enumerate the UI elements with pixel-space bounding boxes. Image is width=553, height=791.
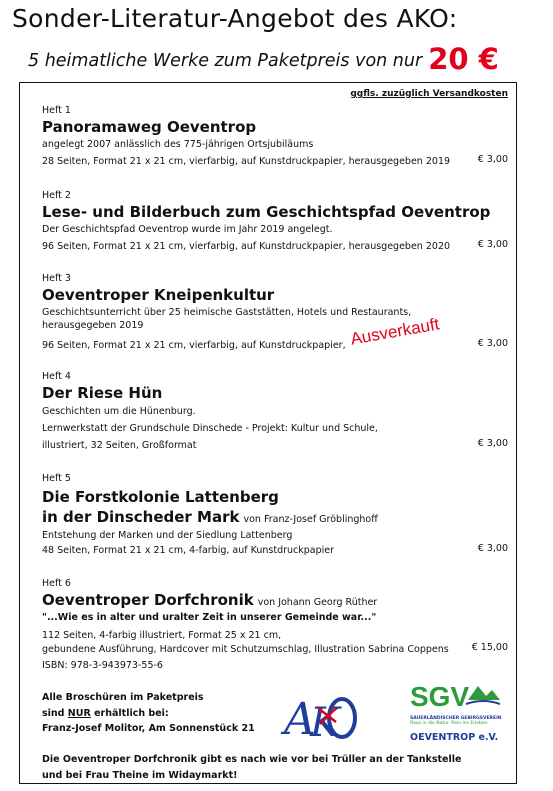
- page-title: Sonder-Literatur-Angebot des AKO:: [12, 4, 458, 33]
- footer-emphasis: NUR: [67, 707, 91, 719]
- item-details: 28 Seiten, Format 21 x 21 cm, vierfarbig, auf Kunstdruckpapier, herausgegeben 2019: [42, 156, 451, 167]
- item-description: Geschichten um die Hünenburg.: [42, 406, 196, 417]
- item-price: € 15,00: [471, 642, 508, 653]
- item-label: Heft 2: [42, 190, 71, 201]
- item-price: € 3,00: [477, 154, 508, 165]
- item-price: € 3,00: [477, 239, 508, 250]
- item-description: Der Geschichtspfad Oeventrop wurde im Jahr 2019 angelegt.: [42, 224, 333, 235]
- item-author: von Johann Georg Rüther: [257, 597, 378, 608]
- sgv-place: OEVENTROP e.V.: [410, 732, 499, 743]
- item-description: angelegt 2007 anlässlich des 775-jährigen Ortsjubiläums: [42, 139, 314, 150]
- item-price: € 3,00: [477, 543, 508, 554]
- item-description: Geschichtsunterricht über 25 heimische Gaststätten, Hotels und Restaurants,: [42, 307, 412, 318]
- item-quote: "...Wie es in alter und uralter Zeit in unserer Gemeinde war...": [42, 612, 377, 623]
- item-title-line: [42, 591, 377, 609]
- item-title: Panoramaweg Oeventrop: [42, 118, 257, 136]
- item-label: Heft 5: [42, 473, 71, 484]
- svg-text:SGV: SGV: [410, 681, 470, 712]
- shipping-note: ggfls. zuzüglich Versandkosten: [350, 89, 508, 99]
- item-description: illustriert, 32 Seiten, Großformat: [42, 440, 197, 451]
- sgv-subtitle: SAUERLÄNDISCHER GEBIRGSVEREIN: [410, 716, 502, 721]
- footer-line: Franz-Josef Molitor, Am Sonnenstück 21: [42, 723, 255, 734]
- package-price: 20 €: [428, 42, 499, 76]
- closing-line: und bei Frau Theine im Widaymarkt!: [42, 769, 238, 781]
- item-details: 112 Seiten, 4-farbig illustriert, Format 25 x 21 cm,: [42, 630, 282, 641]
- item-details: 96 Seiten, Format 21 x 21 cm, vierfarbig, auf Kunstdruckpapier, herausgegeben 2020: [42, 241, 451, 252]
- item-price: € 3,00: [477, 438, 508, 449]
- item-description: herausgegeben 2019: [42, 320, 144, 331]
- item-details: 48 Seiten, Format 21 x 21 cm, 4-farbig, auf Kunstdruckpapier: [42, 545, 335, 556]
- item-title: Oeventroper Kneipenkultur: [42, 286, 275, 304]
- sgv-logo: [408, 678, 500, 748]
- sgv-slogan: Raus in die Natur. Rein ins Erleben.: [410, 721, 490, 726]
- item-author: von Franz-Josef Gröblinghoff: [243, 514, 378, 525]
- footer-text: erhältlich bei:: [90, 707, 169, 719]
- footer-contact: [42, 690, 255, 737]
- item-details: 96 Seiten, Format 21 x 21 cm, vierfarbig, auf Kunstdruckpapier,: [42, 340, 346, 351]
- svg-text:A: A: [284, 694, 316, 744]
- svg-text:K: K: [310, 700, 340, 744]
- item-label: Heft 1: [42, 105, 71, 116]
- item-title-cont: in der Dinscheder Mark: [42, 508, 240, 526]
- sold-out-stamp: Ausverkauft: [349, 314, 441, 349]
- item-title: Lese- und Bilderbuch zum Geschichtspfad Oeventrop: [42, 203, 491, 221]
- page-subtitle: [28, 42, 499, 76]
- footer-text: sind: [42, 707, 68, 719]
- item-title-line2: [42, 508, 378, 526]
- footer-line: Alle Broschüren im Paketpreis: [42, 692, 204, 703]
- ako-logo: [280, 680, 362, 744]
- item-isbn: ISBN: 978-3-943973-55-6: [42, 660, 163, 671]
- item-description: Entstehung der Marken und der Siedlung Lattenberg: [42, 530, 293, 541]
- item-description: Lernwerkstatt der Grundschule Dinschede - Projekt: Kultur und Schule,: [42, 423, 378, 434]
- item-label: Heft 6: [42, 578, 71, 589]
- item-label: Heft 4: [42, 371, 71, 382]
- footer-line: [42, 706, 255, 722]
- item-label: Heft 3: [42, 273, 71, 284]
- closing-line: Die Oeventroper Dorfchronik gibt es nach wie vor bei Trüller an der Tankstelle: [42, 754, 462, 765]
- item-title: Der Riese Hün: [42, 384, 163, 402]
- item-price: € 3,00: [477, 338, 508, 349]
- subtitle-text: 5 heimatliche Werke zum Paketpreis von nur: [28, 51, 423, 71]
- item-title: Die Forstkolonie Lattenberg: [42, 488, 279, 506]
- item-title: Oeventroper Dorfchronik: [42, 591, 254, 609]
- item-details: gebundene Ausführung, Hardcover mit Schutzumschlag, Illustration Sabrina Coppens: [42, 644, 449, 655]
- closing-note: [42, 752, 461, 783]
